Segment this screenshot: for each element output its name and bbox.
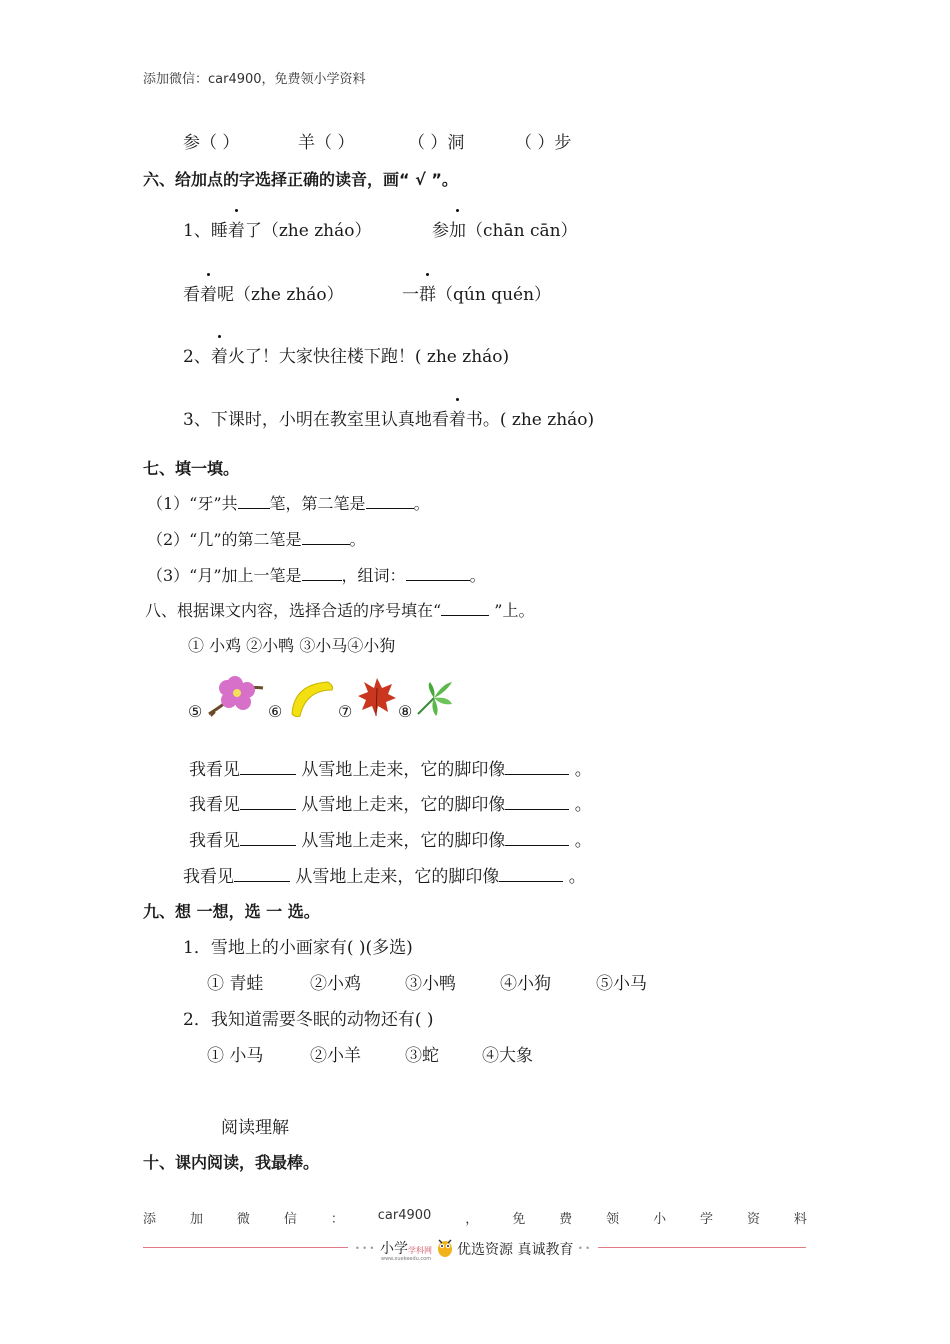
footer-dots-left: • • • <box>355 1244 375 1253</box>
s6-q1-line: 1、睡着了（zhe zháo） <box>183 216 371 241</box>
footer-rule-right <box>598 1247 806 1248</box>
footer-slogan: 优选资源 真诚教育 <box>457 1242 574 1258</box>
fill-blank[interactable] <box>441 601 489 616</box>
s8-sentence-3: 我看见 从雪地上走来，它的脚印像 。 <box>189 831 592 851</box>
dotted-char: 着 <box>449 405 466 430</box>
owl-mascot-icon <box>436 1236 454 1258</box>
dotted-char: 群 <box>419 280 436 305</box>
s9-q1-option-4[interactable]: ④小狗 <box>500 974 551 994</box>
s9-q1-option-5[interactable]: ⑤小马 <box>596 974 647 994</box>
fill-blank[interactable] <box>234 867 290 882</box>
fill-blank[interactable] <box>505 795 569 810</box>
s9-q2-option-4[interactable]: ④大象 <box>482 1046 533 1066</box>
footer-dots-right: • • <box>578 1244 590 1253</box>
fill-blank[interactable] <box>238 494 270 509</box>
s7-line-2: （2）“几”的第二笔是 。 <box>147 530 366 549</box>
s9-q1-option-1[interactable]: ① 青蛙 <box>207 974 264 994</box>
maple-leaf-icon <box>356 676 398 718</box>
section-10-title: 十、课内阅读，我最棒。 <box>143 1153 320 1172</box>
fill-blank[interactable] <box>302 566 342 581</box>
s8-sentence-2: 我看见 从雪地上走来，它的脚印像 。 <box>189 795 592 815</box>
s6-q3: 3、下课时，小明在教室里认真地看着书。( zhe zháo) <box>183 405 594 430</box>
dotted-char: 着 <box>228 216 245 241</box>
bamboo-leaf-icon <box>412 680 454 718</box>
num-5: ⑤ <box>188 702 203 721</box>
dotted-char: 着 <box>211 342 228 367</box>
plum-blossom-icon <box>205 670 267 718</box>
dotted-char: 着 <box>200 280 217 305</box>
num-6: ⑥ <box>268 702 283 721</box>
s6-q1b: 参加（chān cān） <box>432 216 578 241</box>
reading-heading: 阅读理解 <box>221 1118 289 1138</box>
s7-line-3: （3）“月”加上一笔是 ，组词： 。 <box>147 566 486 585</box>
num-8: ⑧ <box>398 702 413 721</box>
char-item-3: （ ）洞 <box>408 133 465 153</box>
section-9-title: 九、想 一想，选 一 选。 <box>143 902 320 921</box>
section-7-title: 七、填一填。 <box>143 459 240 478</box>
s6-q2: 2、着火了！大家快往楼下跑！( zhe zháo) <box>183 342 509 367</box>
fill-blank[interactable] <box>366 494 414 509</box>
s8-sentence-4: 我看见 从雪地上走来，它的脚印像 。 <box>183 867 586 887</box>
s9-q1-option-2[interactable]: ②小鸡 <box>310 974 361 994</box>
s9-q2-option-1[interactable]: ① 小马 <box>207 1046 264 1066</box>
s8-options: ① 小鸡 ②小鸭 ③小马④小狗 <box>188 636 396 655</box>
s7-line-1: （1）“牙”共 笔，第二笔是 。 <box>147 494 430 513</box>
fill-blank[interactable] <box>505 760 569 775</box>
num-7: ⑦ <box>338 702 353 721</box>
header-text: 添加微信：car4900，免费领小学资料 <box>143 72 366 87</box>
section-8-title: 八、根据课文内容，选择合适的序号填在“ ”上。 <box>145 601 535 620</box>
s6-q1c: 看着呢（zhe zháo） <box>183 280 344 305</box>
dotted-char: 加 <box>449 216 466 241</box>
fill-blank[interactable] <box>240 760 296 775</box>
fill-blank[interactable] <box>240 831 296 846</box>
fill-blank[interactable] <box>505 831 569 846</box>
fill-blank[interactable] <box>302 530 350 545</box>
s9-q1: 1．雪地上的小画家有( )(多选) <box>183 938 413 958</box>
logo-url: www.xuekeedu.com <box>381 1256 432 1262</box>
fill-blank[interactable] <box>240 795 296 810</box>
char-item-2: 羊（ ） <box>298 133 355 153</box>
s9-q2-option-3[interactable]: ③蛇 <box>405 1046 439 1066</box>
s9-q2: 2．我知道需要冬眠的动物还有( ) <box>183 1010 434 1030</box>
logo: 小学学科网 <box>380 1241 432 1257</box>
s9-q1-option-3[interactable]: ③小鸭 <box>405 974 456 994</box>
footer-rule-left <box>143 1247 348 1248</box>
fill-blank[interactable] <box>499 867 563 882</box>
footer-spaced-text: 添 加 微 信 ： car4900 ， 免 费 领 小 学 资 料 <box>143 1208 807 1227</box>
char-item-4: （ ）步 <box>515 133 572 153</box>
s8-sentence-1: 我看见 从雪地上走来，它的脚印像 。 <box>189 760 592 780</box>
s9-q2-option-2[interactable]: ②小羊 <box>310 1046 361 1066</box>
crescent-moon-icon <box>288 678 338 720</box>
char-item-1: 参（ ） <box>183 133 240 153</box>
s6-q1d: 一群（qún quén） <box>402 280 551 305</box>
section-6-title: 六、给加点的字选择正确的读音，画“ √ ”。 <box>143 170 458 189</box>
fill-blank[interactable] <box>406 566 470 581</box>
